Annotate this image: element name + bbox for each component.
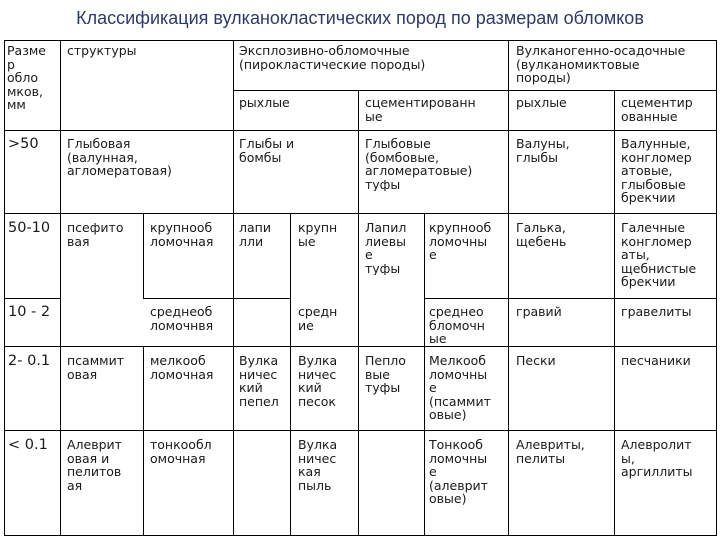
grid-line — [716, 40, 717, 536]
header-explosive-cemented: сцементированн ые — [365, 96, 476, 123]
grid-line — [424, 298, 716, 299]
row2-explosive-loose-a: лапи лли — [239, 221, 271, 248]
grid-line — [4, 346, 716, 347]
row1-volcanogenic-cemented: Валунные, конгломер атовые, глыбовые брекчии — [621, 137, 692, 205]
grid-line — [4, 213, 716, 214]
grid-line — [60, 40, 61, 536]
grid-line — [233, 40, 234, 536]
grid-line — [143, 298, 290, 299]
grid-line — [4, 430, 716, 431]
grid-line — [358, 90, 359, 536]
row3-explosive-loose-b: средн ие — [298, 305, 338, 332]
row2-explosive-cemented-b: крупнооб ломочны е — [429, 221, 492, 262]
grid-line — [4, 40, 5, 536]
grid-line — [4, 130, 716, 131]
row4-size: 2- 0.1 — [8, 354, 51, 369]
row4-explosive-cemented-b: Мелкооб ломочны е (псаммит овые) — [429, 354, 491, 422]
grid-line — [4, 535, 716, 536]
row4-structure: псаммит овая — [67, 354, 124, 381]
header-explosive: Эксплозивно-обломочные (пирокластические породы) — [239, 44, 426, 71]
row5-size: < 0.1 — [8, 438, 48, 453]
row3-sub-structure: среднеоб ломочнвя — [150, 305, 214, 332]
header-size: Разме р обло мков, мм — [7, 44, 46, 112]
header-volcanogenic-loose: рыхлые — [516, 96, 567, 110]
header-volcanogenic: Вулканогенно-осадочные (вулканомиктовые породы) — [516, 44, 686, 85]
row4-explosive-loose-b: Вулка ничес кий песок — [298, 354, 338, 408]
grid-line — [143, 346, 144, 536]
row1-explosive-loose: Глыбы и бомбы — [239, 137, 295, 164]
row1-explosive-cemented: Глыбовые (бомбовые, агломератовые) туфы — [365, 137, 473, 191]
row3-size: 10 - 2 — [8, 305, 51, 320]
row1-volcanogenic-loose: Валуны, глыбы — [516, 137, 570, 164]
grid-line — [424, 213, 425, 536]
row5-volcanogenic-loose: Алевриты, пелиты — [516, 438, 585, 465]
grid-line — [290, 213, 291, 536]
grid-line — [508, 40, 509, 536]
grid-line — [4, 40, 716, 41]
header-explosive-loose: рыхлые — [239, 96, 290, 110]
row2-size: 50-10 — [8, 221, 51, 236]
grid-line — [614, 90, 615, 536]
row5-explosive-cemented-b: Тонкооб ломочны е (алеврит овые) — [429, 438, 488, 506]
row1-size: >50 — [8, 137, 39, 152]
row4-explosive-cemented-a: Пепло вые туфы — [365, 354, 406, 395]
header-volcanogenic-cemented: сцементир ованные — [621, 96, 693, 123]
row2-volcanogenic-loose: Галька, щебень — [516, 221, 567, 248]
row2-sub-structure: крупнооб ломочная — [150, 221, 214, 248]
row5-explosive-loose-b: Вулка ничес кая пыль — [298, 438, 338, 492]
row3-volcanogenic-loose: гравий — [516, 305, 562, 319]
row4-explosive-loose-a: Вулка ничес кий пепел — [239, 354, 279, 408]
row4-sub-structure: мелкооб ломочная — [150, 354, 214, 381]
row2-structure: псефито вая — [67, 221, 124, 248]
row2-explosive-loose-b: крупн ые — [298, 221, 338, 248]
page-title: Классификация вулканокластических пород по размерам обломков — [76, 8, 644, 28]
row1-structure: Глыбовая (валунная, агломератовая) — [67, 137, 172, 178]
row2-volcanogenic-cemented: Галечные конгломер аты, щебнистые брекчии — [621, 221, 697, 289]
row5-structure: Алеврит овая и пелитов ая — [67, 438, 122, 492]
row4-volcanogenic-cemented: песчаники — [621, 354, 691, 368]
grid-line — [233, 90, 716, 91]
row2-explosive-cemented-a: Лапил лиевы е туфы — [365, 221, 407, 275]
grid-line — [143, 213, 144, 298]
row3-explosive-cemented-b: среднео бломочн ые — [429, 305, 485, 346]
grid-line — [4, 298, 60, 299]
row4-volcanogenic-loose: Пески — [516, 354, 556, 368]
row5-volcanogenic-cemented: Алевролит ы, аргиллиты — [621, 438, 693, 479]
row5-sub-structure: тонкообл омочная — [150, 438, 212, 465]
header-structures: структуры — [67, 44, 137, 58]
row3-volcanogenic-cemented: гравелиты — [621, 305, 692, 319]
